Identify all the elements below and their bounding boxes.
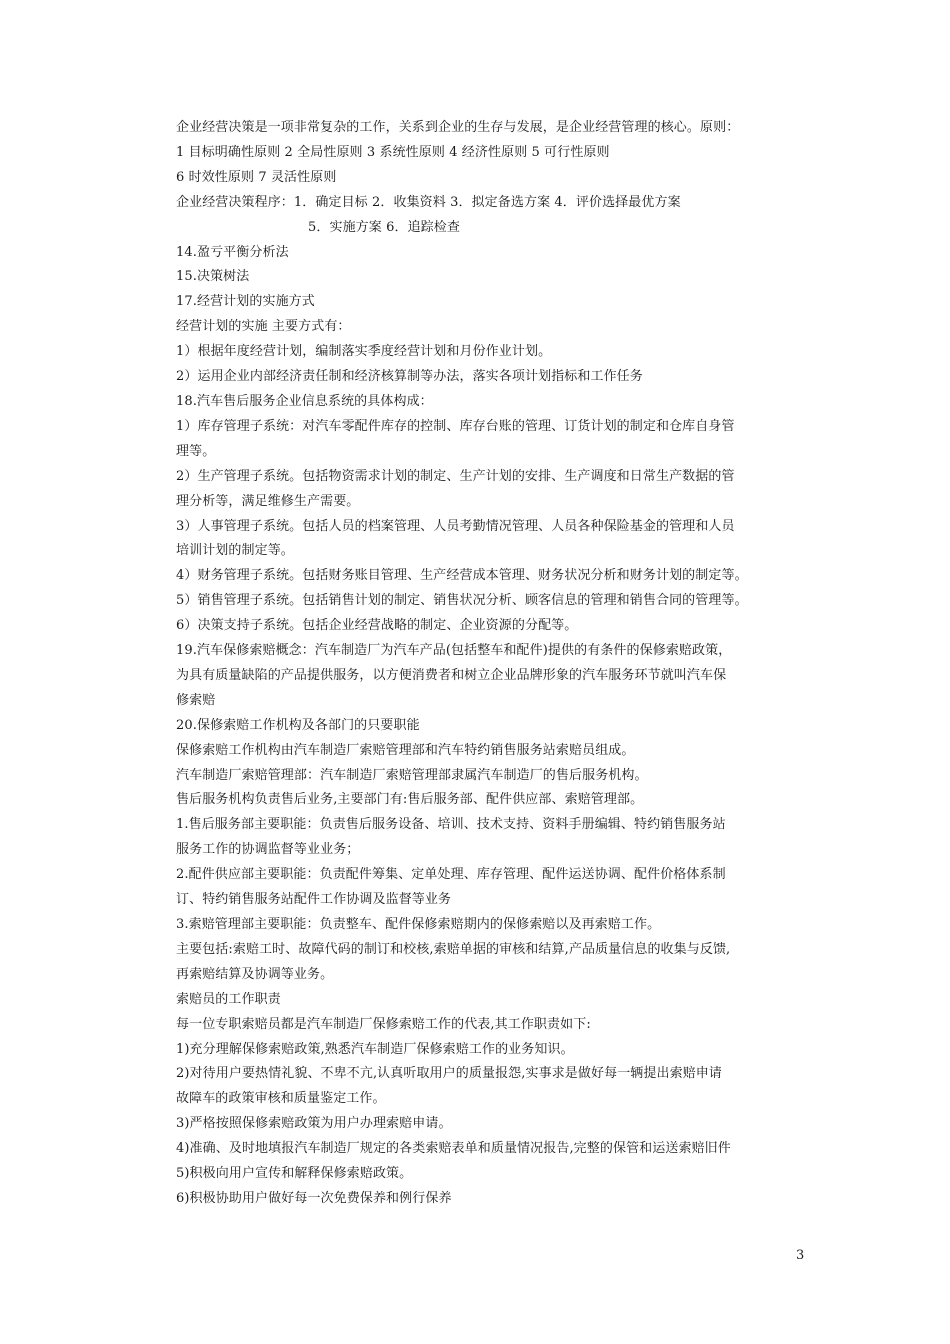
text-line: 为具有质量缺陷的产品提供服务，以方便消费者和树立企业品牌形象的汽车服务环节就叫汽车保	[176, 667, 727, 683]
text-line: 汽车制造厂索赔管理部：汽车制造厂索赔管理部隶属汽车制造厂的售后服务机构。	[176, 767, 648, 783]
section-heading: 20.保修索赔工作机构及各部门的只要职能	[176, 717, 420, 733]
text-line: 售后服务机构负责售后业务,主要部门有:售后服务部、配件供应部、索赔管理部。	[176, 792, 644, 808]
text-line: 服务工作的协调监督等业业务；	[176, 842, 360, 858]
text-line: 企业经营决策程序：1．确定目标 2．收集资料 3．拟定备选方案 4．评价选择最优方案	[176, 194, 681, 210]
section-heading: 索赔员的工作职责	[176, 991, 281, 1007]
list-item: 5)积极向用户宣传和解释保修索赔政策。	[176, 1166, 413, 1182]
section-heading: 15.决策树法	[176, 269, 250, 285]
list-item: 4）财务管理子系统。包括财务账目管理、生产经营成本管理、财务状况分析和财务计划的制定等。	[176, 568, 748, 584]
list-item: 3)严格按照保修索赔政策为用户办理索赔申请。	[176, 1116, 452, 1132]
list-item: 2）生产管理子系统。包括物资需求计划的制定、生产计划的安排、生产调度和日常生产数据的管	[176, 468, 735, 484]
list-item: 1）库存管理子系统：对汽车零配件库存的控制、库存台账的管理、订货计划的制定和仓库自身管	[176, 418, 735, 434]
section-heading: 19.汽车保修索赔概念：汽车制造厂为汽车产品(包括整车和配件)提供的有条件的保修索赔政策，	[176, 643, 732, 659]
section-heading: 17.经营计划的实施方式	[176, 294, 315, 310]
text-line: 再索赔结算及协调等业务。	[176, 966, 334, 982]
list-item: 2）运用企业内部经济责任制和经济核算制等办法，落实各项计划指标和工作任务	[176, 369, 643, 385]
list-item: 1.售后服务部主要职能：负责售后服务设备、培训、技术支持、资料手册编辑、特约销售服务站	[176, 817, 726, 833]
text-line: 保修索赔工作机构由汽车制造厂索赔管理部和汽车特约销售服务站索赔员组成。	[176, 742, 635, 758]
text-line: 理等。	[176, 443, 216, 459]
list-item: 6)积极协助用户做好每一次免费保养和例行保养	[176, 1190, 452, 1206]
text-line: 故障车的政策审核和质量鉴定工作。	[176, 1091, 386, 1107]
text-line: 培训计划的制定等。	[176, 543, 294, 559]
text-line: 1 目标明确性原则 2 全局性原则 3 系统性原则 4 经济性原则 5 可行性原则	[176, 144, 610, 160]
text-line: 5．实施方案 6．追踪检查	[308, 219, 460, 235]
list-item: 3）人事管理子系统。包括人员的档案管理、人员考勤情况管理、人员各种保险基金的管理和人员	[176, 518, 735, 534]
text-line: 修索赔	[176, 692, 216, 708]
section-heading: 18.汽车售后服务企业信息系统的具体构成：	[176, 393, 433, 409]
text-line: 每一位专职索赔员都是汽车制造厂保修索赔工作的代表,其工作职责如下:	[176, 1016, 591, 1032]
list-item: 6）决策支持子系统。包括企业经营战略的制定、企业资源的分配等。	[176, 618, 578, 634]
text-line: 企业经营决策是一项非常复杂的工作，关系到企业的生存与发展，是企业经营管理的核心。原则：	[176, 120, 740, 135]
list-item: 3.索赔管理部主要职能：负责整车、配件保修索赔期内的保修索赔以及再索赔工作。	[176, 917, 661, 932]
section-heading: 14.盈亏平衡分析法	[176, 244, 289, 260]
page-number: 3	[796, 1248, 805, 1263]
text-line: 经营计划的实施 主要方式有：	[176, 319, 351, 335]
list-item: 5）销售管理子系统。包括销售计划的制定、销售状况分析、顾客信息的管理和销售合同的管理等。	[176, 593, 748, 609]
text-line: 订、特约销售服务站配件工作协调及监督等业务	[176, 892, 452, 908]
list-item: 1)充分理解保修索赔政策,熟悉汽车制造厂保修索赔工作的业务知识。	[176, 1041, 574, 1057]
list-item: 4)准确、及时地填报汽车制造厂规定的各类索赔表单和质量情况报告,完整的保管和运送索赔旧件	[176, 1141, 731, 1157]
list-item: 2)对待用户要热情礼貌、不卑不亢,认真听取用户的质量报怨,实事求是做好每一辆提出索赔申请	[176, 1066, 723, 1082]
list-item: 2.配件供应部主要职能：负责配件筹集、定单处理、库存管理、配件运送协调、配件价格体系制	[176, 867, 726, 883]
text-line: 6 时效性原则 7 灵活性原则	[176, 169, 337, 185]
list-item: 1）根据年度经营计划，编制落实季度经营计划和月份作业计划。	[176, 344, 552, 360]
text-line: 理分析等，满足维修生产需要。	[176, 493, 360, 509]
document-body	[176, 116, 788, 1212]
text-line: 主要包括:索赔工时、故障代码的制订和校核,索赔单据的审核和结算,产品质量信息的收集与反馈,	[176, 941, 731, 957]
